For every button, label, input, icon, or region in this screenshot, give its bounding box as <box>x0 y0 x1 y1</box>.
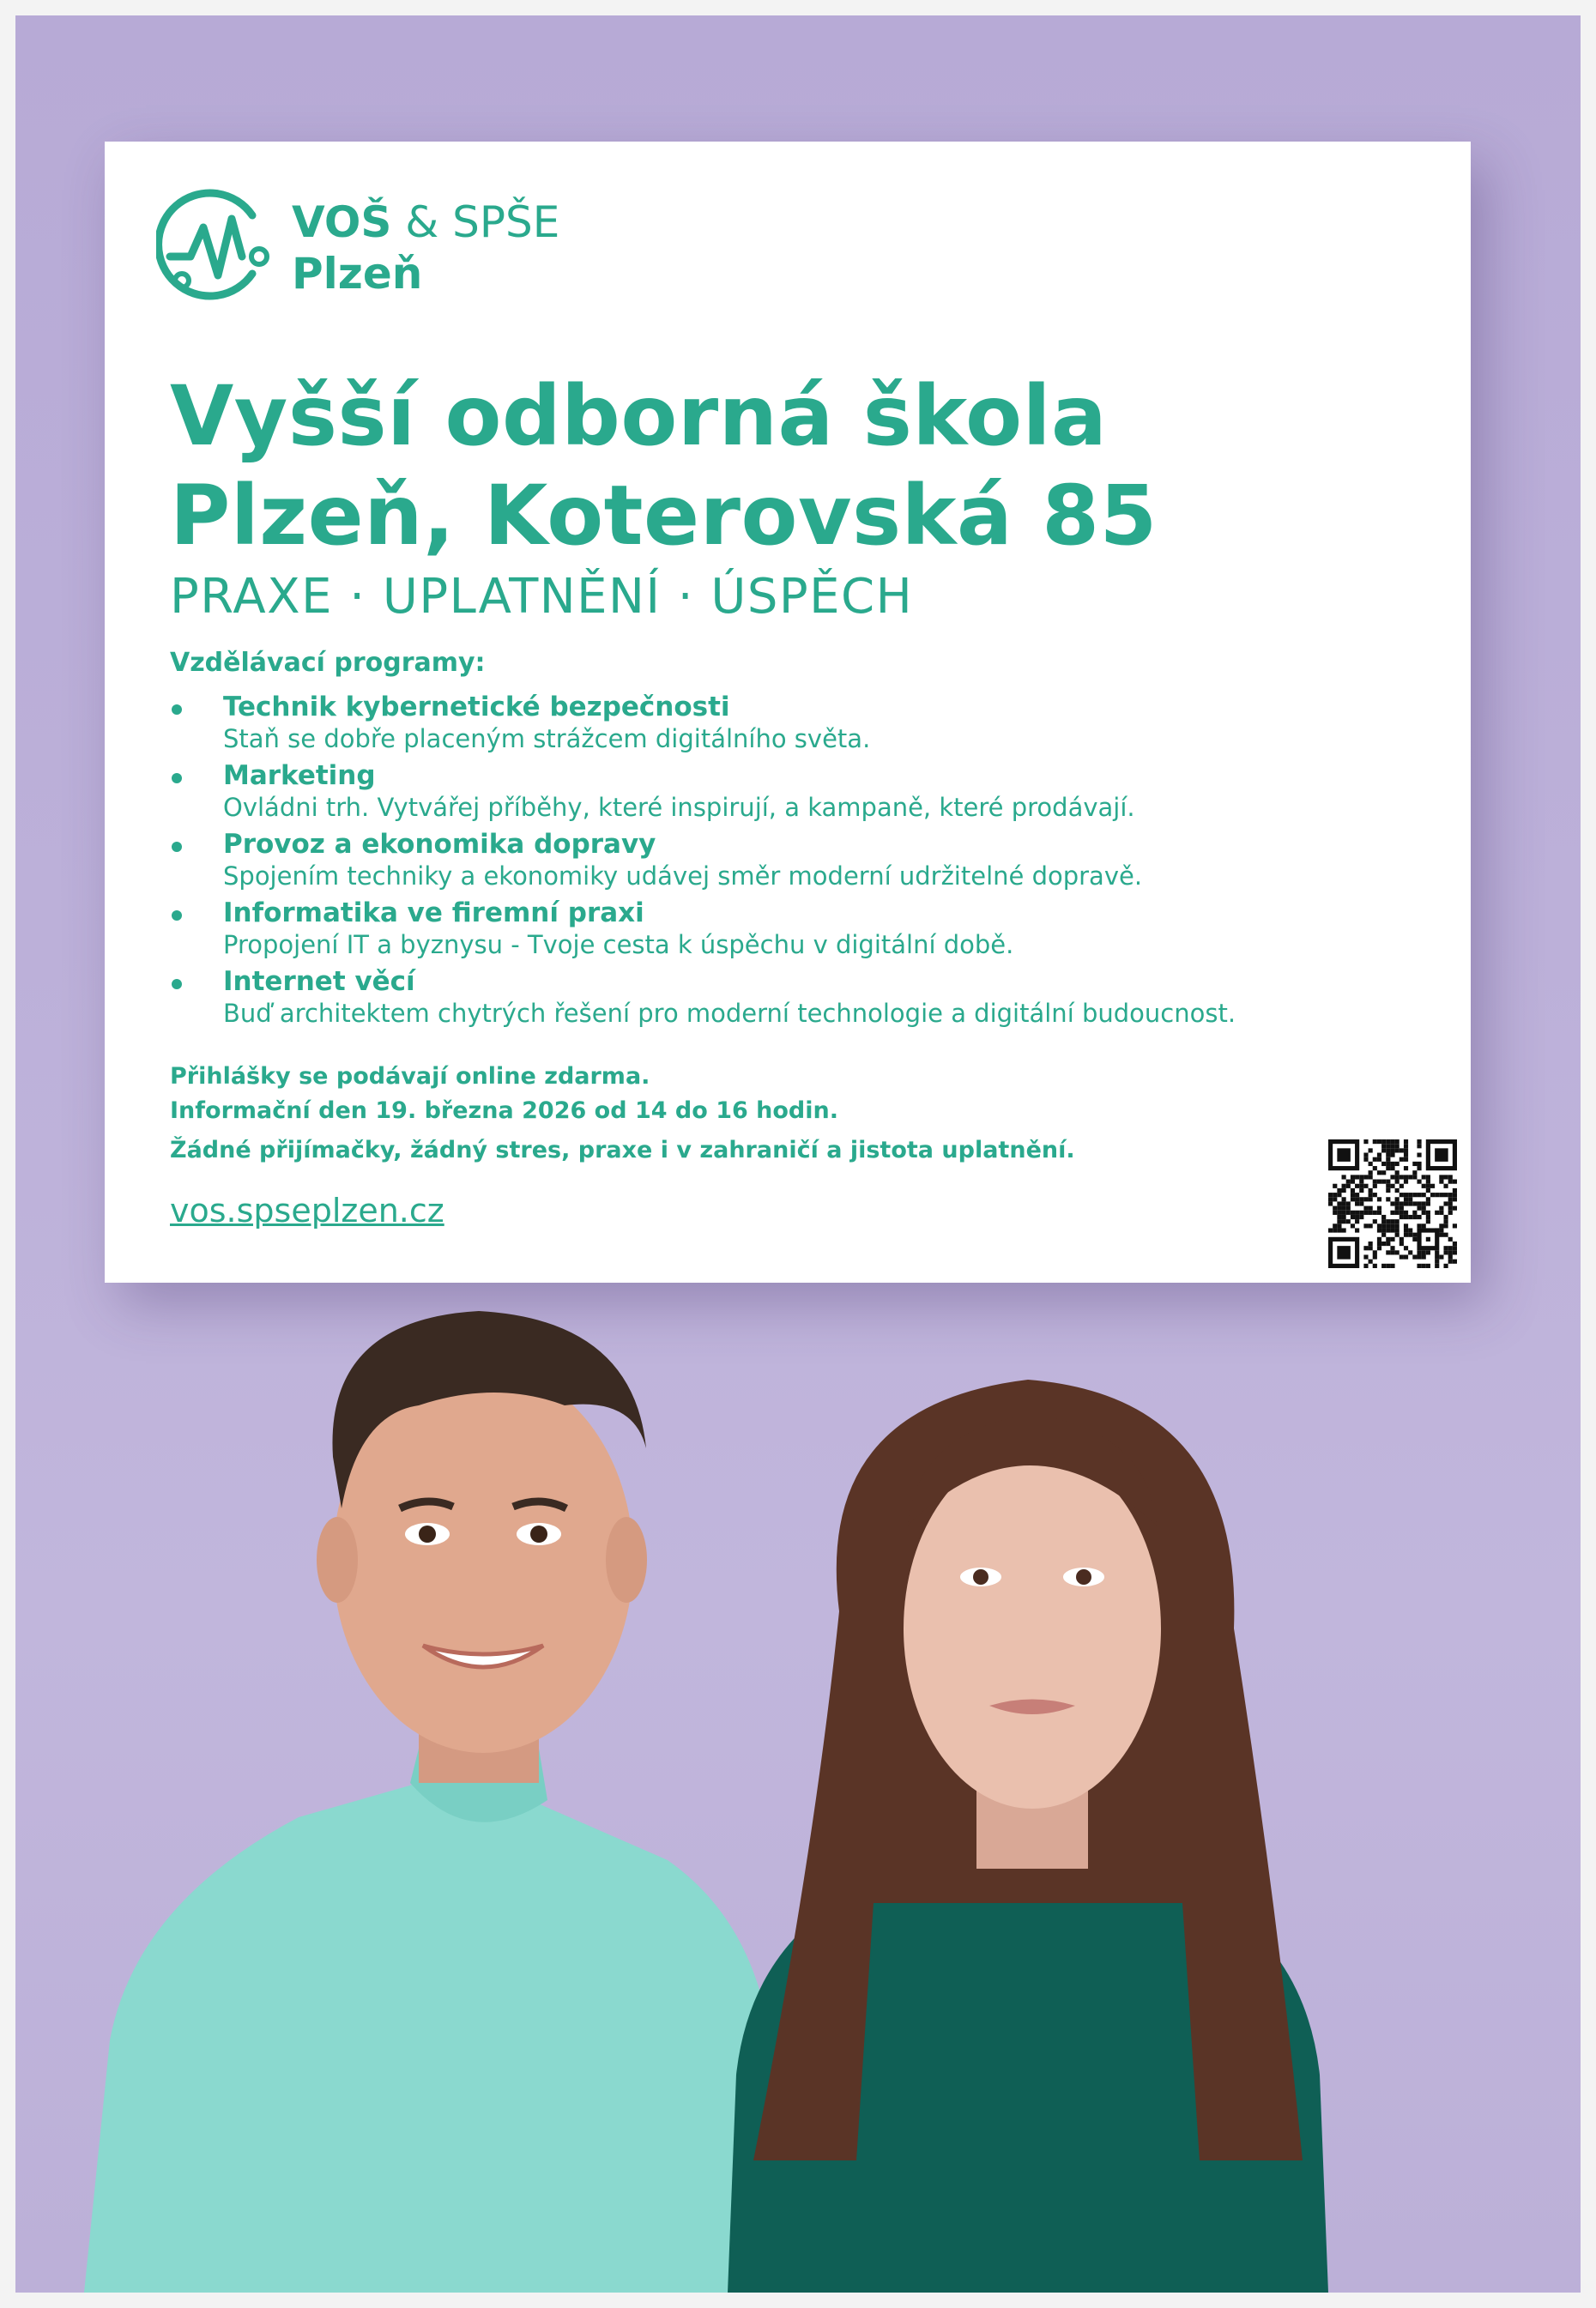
logo-text-city: Plzeň <box>292 249 423 299</box>
bullet-icon <box>172 842 182 852</box>
school-logo-icon <box>156 184 276 305</box>
program-name: Internet věcí <box>223 966 415 997</box>
programs-heading: Vzdělávací programy: <box>170 648 486 678</box>
title-line-2: Plzeň, Koterovská 85 <box>170 468 1158 564</box>
program-description: Staň se dobře placeným strážcem digitálního světa. <box>223 724 871 753</box>
info-card <box>105 142 1471 1283</box>
logo-text-top <box>292 196 559 248</box>
note-benefits: Žádné přijímačky, žádný stres, praxe i v zahraničí a jistota uplatnění. <box>170 1137 1075 1163</box>
page-title <box>170 366 1158 565</box>
logo-text-vos: VOŠ <box>292 197 392 247</box>
admission-notes <box>170 1060 1075 1168</box>
program-description: Propojení IT a byznysu - Tvoje cesta k úspěchu v digitální době. <box>223 930 1014 959</box>
male-student-figure <box>84 1311 771 2293</box>
bullet-icon <box>172 979 182 989</box>
logo-text-spse: & SPŠE <box>391 197 560 247</box>
program-name: Technik kybernetické bezpečnosti <box>223 692 730 722</box>
bullet-icon <box>172 910 182 921</box>
program-description: Buď architektem chytrých řešení pro moderní technologie a digitální budoucnost. <box>223 999 1236 1028</box>
program-name: Provoz a ekonomika dopravy <box>223 829 656 860</box>
program-item <box>170 691 1423 759</box>
note-applications: Přihlášky se podávají online zdarma. <box>170 1063 650 1090</box>
bullet-icon <box>172 773 182 783</box>
bullet-icon <box>172 704 182 715</box>
qr-code-icon[interactable] <box>1328 1139 1457 1268</box>
female-student-figure <box>728 1380 1328 2293</box>
program-item <box>170 897 1423 965</box>
program-item <box>170 759 1423 828</box>
program-name: Marketing <box>223 760 376 791</box>
programs-list <box>170 691 1423 1034</box>
tagline: PRAXE · UPLATNĚNÍ · ÚSPĚCH <box>170 569 914 625</box>
title-line-1: Vyšší odborná škola <box>170 368 1108 464</box>
poster <box>15 15 1581 2293</box>
note-open-day: Informační den 19. března 2026 od 14 do 16 hodin. <box>170 1097 838 1124</box>
program-description: Spojením techniky a ekonomiky udávej směr moderní udržitelné dopravě. <box>223 861 1143 891</box>
program-description: Ovládni trh. Vytvářej příběhy, které inspirují, a kampaně, které prodávají. <box>223 793 1135 822</box>
website-link[interactable]: vos.spseplzen.cz <box>170 1192 444 1230</box>
students-photo <box>15 1302 1581 2293</box>
program-item <box>170 965 1423 1034</box>
program-name: Informatika ve firemní praxi <box>223 897 644 928</box>
program-item <box>170 828 1423 897</box>
